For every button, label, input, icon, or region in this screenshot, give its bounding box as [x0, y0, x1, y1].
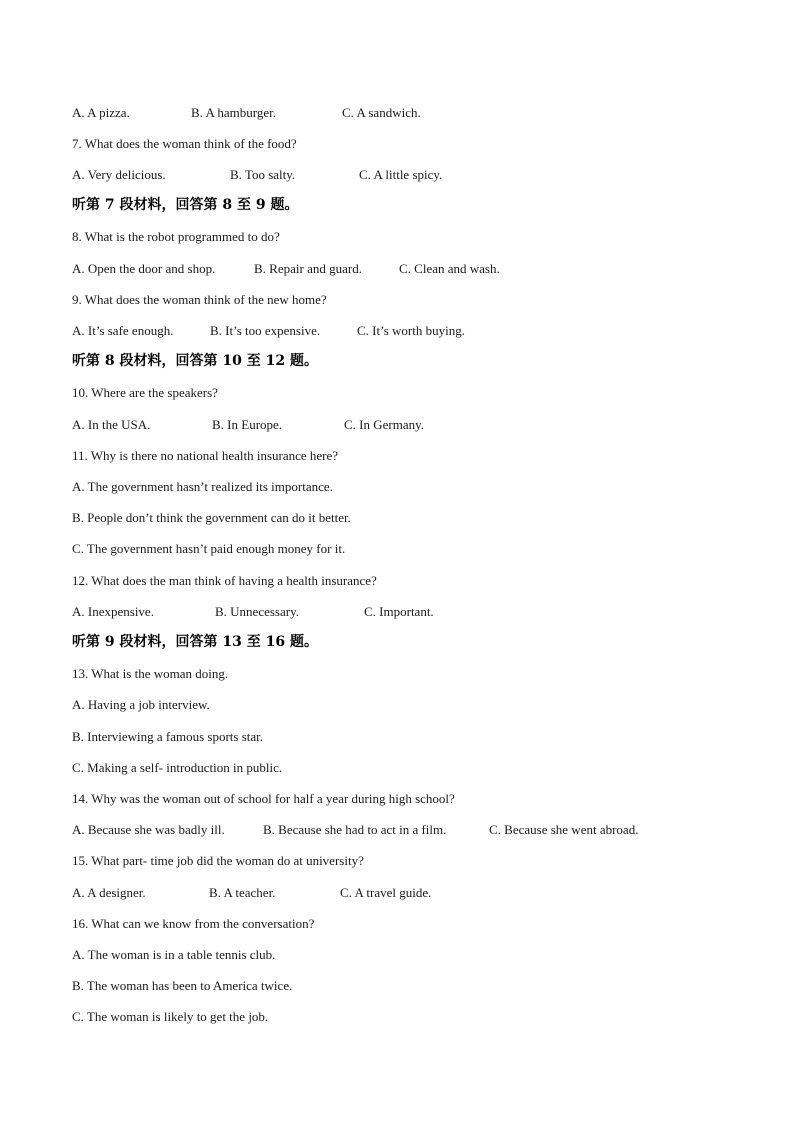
q7-option-a: A. Very delicious.: [72, 167, 166, 182]
q14-question: 14. Why was the woman out of school for half a year during high school?: [72, 791, 455, 806]
q10-option-a: A. In the USA.: [72, 417, 151, 432]
q12-option-c: C. Important.: [364, 604, 434, 619]
q16-option-a: A. The woman is in a table tennis club.: [72, 947, 276, 962]
q9-option-b: B. It’s too expensive.: [210, 323, 321, 338]
section-heading-9: 听第 9 段材料，回答第 13 至 16 题。: [72, 634, 318, 650]
q8-question: 8. What is the robot programmed to do?: [72, 229, 280, 244]
q15-option-a: A. A designer.: [72, 885, 146, 900]
section-heading-7: 听第 7 段材料，回答第 8 至 9 题。: [72, 197, 299, 213]
q11-option-a: A. The government hasn’t realized its importance.: [72, 479, 333, 494]
q14-option-b: B. Because she had to act in a film.: [263, 822, 447, 837]
q13-option-c: C. Making a self- introduction in public.: [72, 760, 283, 775]
q10-option-b: B. In Europe.: [212, 417, 283, 432]
q14-option-a: A. Because she was badly ill.: [72, 822, 225, 837]
q15-question: 15. What part- time job did the woman do at university?: [72, 853, 364, 868]
q8-option-b: B. Repair and guard.: [254, 261, 362, 276]
q6-option-a: A. A pizza.: [72, 105, 130, 120]
q7-question: 7. What does the woman think of the food?: [72, 136, 297, 151]
section-heading-8: 听第 8 段材料，回答第 10 至 12 题。: [72, 353, 318, 369]
q12-option-b: B. Unnecessary.: [215, 604, 299, 619]
q6-option-c: C. A sandwich.: [342, 105, 421, 120]
q11-option-b: B. People don’t think the government can do it better.: [72, 510, 351, 525]
q11-option-c: C. The government hasn’t paid enough money for it.: [72, 541, 346, 556]
q13-option-b: B. Interviewing a famous sports star.: [72, 729, 263, 744]
q9-option-c: C. It’s worth buying.: [357, 323, 465, 338]
q16-option-b: B. The woman has been to America twice.: [72, 978, 293, 993]
q8-option-a: A. Open the door and shop.: [72, 261, 216, 276]
q10-question: 10. Where are the speakers?: [72, 385, 218, 400]
q8-option-c: C. Clean and wash.: [399, 261, 500, 276]
q14-option-c: C. Because she went abroad.: [489, 822, 639, 837]
q9-question: 9. What does the woman think of the new home?: [72, 292, 327, 307]
q12-option-a: A. Inexpensive.: [72, 604, 154, 619]
q7-option-c: C. A little spicy.: [359, 167, 443, 182]
q11-question: 11. Why is there no national health insurance here?: [72, 448, 339, 463]
q7-option-b: B. Too salty.: [230, 167, 296, 182]
q10-option-c: C. In Germany.: [344, 417, 425, 432]
q16-question: 16. What can we know from the conversation?: [72, 916, 315, 931]
q13-option-a: A. Having a job interview.: [72, 697, 210, 712]
q12-question: 12. What does the man think of having a health insurance?: [72, 573, 377, 588]
q9-option-a: A. It’s safe enough.: [72, 323, 174, 338]
q15-option-b: B. A teacher.: [209, 885, 276, 900]
q16-option-c: C. The woman is likely to get the job.: [72, 1009, 269, 1024]
q13-question: 13. What is the woman doing.: [72, 666, 229, 681]
q15-option-c: C. A travel guide.: [340, 885, 432, 900]
q6-option-b: B. A hamburger.: [191, 105, 276, 120]
